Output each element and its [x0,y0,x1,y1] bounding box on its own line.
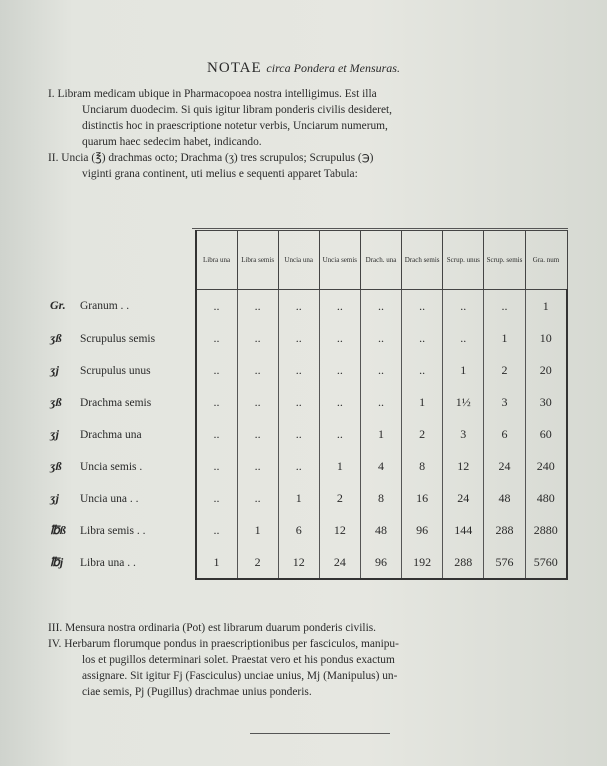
table-cell: 1 [360,418,401,450]
weight-symbol: Gr. [50,298,66,313]
header-cell: Scrup. semis [484,231,525,290]
table-cell: .. [196,514,238,546]
table-row [46,290,567,323]
table-cell: .. [237,450,278,482]
table-cell: .. [319,386,360,418]
row-label-text: Granum . . [80,300,130,313]
table-cell: .. [237,322,278,354]
row-label [46,546,196,579]
table-cell: 2 [319,482,360,514]
row-label-text: Drachma una [80,428,142,441]
weight-symbol: ʒß [50,458,62,473]
table-cell: 8 [360,482,401,514]
table-cell: 6 [278,514,319,546]
table-cell: 1 [196,546,238,579]
table-cell: 3 [484,386,525,418]
row-label-text: Drachma semis [80,396,152,409]
table-cell: .. [278,418,319,450]
table-cell: .. [402,322,443,354]
footer-line: III. Mensura nostra ordinaria (Pot) est librarum duarum ponderis civilis. [48,622,377,634]
footer-line: assignare. Sit igitur Fj (Fasciculus) unciae unius, Mj (Manipulus) un- [82,670,398,682]
table-cell: 192 [402,546,443,579]
row-label [46,386,196,418]
table-cell: 2 [402,418,443,450]
table-cell: 1 [484,322,525,354]
table-cell: 4 [360,450,401,482]
table-row [46,354,567,386]
table-row [46,450,567,482]
table-cell: .. [360,322,401,354]
table-cell: .. [319,290,360,323]
row-label [46,418,196,450]
weight-symbol: ʒj [50,426,59,441]
table-cell: .. [443,322,484,354]
table-cell: 96 [360,546,401,579]
header-cell: Drach semis [402,231,443,290]
footer-line: ciae semis, Pj (Pugillus) drachmae unius ponderis. [82,686,312,698]
header-cell: Gra. num [525,231,567,290]
table-cell: 288 [484,514,525,546]
table-cell: .. [360,354,401,386]
table-cell: 2 [484,354,525,386]
table-cell: 288 [443,546,484,579]
footer-line: IV. Herbarum florumque pondus in praescriptionibus per fasciculos, manipu- [48,638,399,650]
table-cell: 8 [402,450,443,482]
table-cell: 1 [525,290,567,323]
table-cell: .. [319,322,360,354]
row-label [46,450,196,482]
table-cell: .. [402,290,443,323]
table-cell: .. [196,418,238,450]
row-label-text: Libra semis . . [80,524,146,537]
table-cell: .. [196,290,238,323]
table-row [46,322,567,354]
table-cell: 240 [525,450,567,482]
table-cell: 12 [443,450,484,482]
table-cell: .. [360,386,401,418]
row-label [46,290,196,323]
header-cell: Scrup. unus [443,231,484,290]
table-cell: .. [278,354,319,386]
table-cell: .. [402,354,443,386]
weight-symbol: ℔ß [50,522,66,537]
weight-symbol: ʒß [50,394,62,409]
table-cell: 2 [237,546,278,579]
table-cell: 96 [402,514,443,546]
weight-symbol: ʒj [50,490,59,505]
table-cell: 144 [443,514,484,546]
row-label-text: Libra una . . [80,557,136,569]
table-cell: .. [278,386,319,418]
row-label-text: Scrupulus unus [80,364,151,377]
table-cell: .. [360,290,401,323]
footer-line: los et pugillos determinari solet. Praestat vero et his pondus exactum [82,654,395,666]
table-cell: 20 [525,354,567,386]
table-cell: 24 [443,482,484,514]
table-cell: 16 [402,482,443,514]
row-label-text: Uncia una . . [80,492,139,505]
row-label [46,482,196,514]
table-cell: 24 [484,450,525,482]
header-cell: Uncia semis [319,231,360,290]
table-row [46,418,567,450]
table-cell: .. [278,450,319,482]
weights-table [46,230,568,580]
intro-paragraphs [48,86,576,182]
table-cell: 1 [237,514,278,546]
table-cell: 1 [443,354,484,386]
table-cell: 1½ [443,386,484,418]
table-cell: 48 [360,514,401,546]
title-main: NOTAE [207,60,262,76]
table-cell: 10 [525,322,567,354]
table-cell: .. [237,290,278,323]
table-cell: 3 [443,418,484,450]
header-cell: Uncia una [278,231,319,290]
table-cell: 30 [525,386,567,418]
table-cell: .. [319,418,360,450]
table-cell: 12 [278,546,319,579]
table-cell: .. [278,322,319,354]
table-cell: .. [196,482,238,514]
table-cell: 2880 [525,514,567,546]
table-cell: .. [196,322,238,354]
footer-paragraphs [48,620,576,700]
header-cell: Libra una [196,231,238,290]
table-cell: 6 [484,418,525,450]
table-cell: .. [278,290,319,323]
table-cell: 24 [319,546,360,579]
table-cell: 576 [484,546,525,579]
table-cell: 480 [525,482,567,514]
table-cell: 5760 [525,546,567,579]
table-cell: .. [196,450,238,482]
weight-symbol: ʒj [50,362,59,377]
table-cell: 1 [319,450,360,482]
table-cell: .. [443,290,484,323]
table-cell: 60 [525,418,567,450]
table-cell: 1 [278,482,319,514]
table-cell: 1 [402,386,443,418]
intro-line: viginti grana continent, uti melius e sequenti apparet Tabula: [82,168,358,180]
row-label [46,322,196,354]
table-cell: .. [196,354,238,386]
weight-symbol: ʒß [50,330,62,345]
row-label-text: Uncia semis . [80,460,143,473]
table-cell: 12 [319,514,360,546]
row-label [46,354,196,386]
intro-line: quarum haec sedecim habet, indicando. [82,136,262,148]
intro-line: distinctis hoc in praescriptione notetur verbis, Unciarum numerum, [82,120,388,132]
table-cell: .. [237,386,278,418]
weight-symbol: ℔j [50,555,64,569]
row-label [46,514,196,546]
table-row [46,514,567,546]
intro-line: I. Libram medicam ubique in Pharmacopoea nostra intelligimus. Est illa [48,88,377,100]
table-header-row [46,231,567,290]
table-cell: .. [484,290,525,323]
table-cell: .. [319,354,360,386]
row-label-text: Scrupulus semis [80,332,156,345]
table-cell: .. [237,354,278,386]
table-cell: 48 [484,482,525,514]
header-cell: Libra semis [237,231,278,290]
title-sub: circa Pondera et Mensuras. [266,61,400,75]
table-row [46,482,567,514]
table-cell: .. [196,386,238,418]
table-cell: .. [237,418,278,450]
header-cell: Drach. una [360,231,401,290]
header-blank [46,231,196,290]
table-row [46,386,567,418]
page-title [0,60,607,77]
end-rule [250,733,390,734]
table-row [46,546,567,579]
intro-line: II. Uncia (℥) drachmas octo; Drachma (ʒ) tres scrupulos; Scrupulus (℈) [48,152,374,164]
table-top-rule [192,228,568,229]
intro-line: Unciarum duodecim. Si quis igitur libram ponderis civilis desideret, [82,104,393,116]
table-cell: .. [237,482,278,514]
